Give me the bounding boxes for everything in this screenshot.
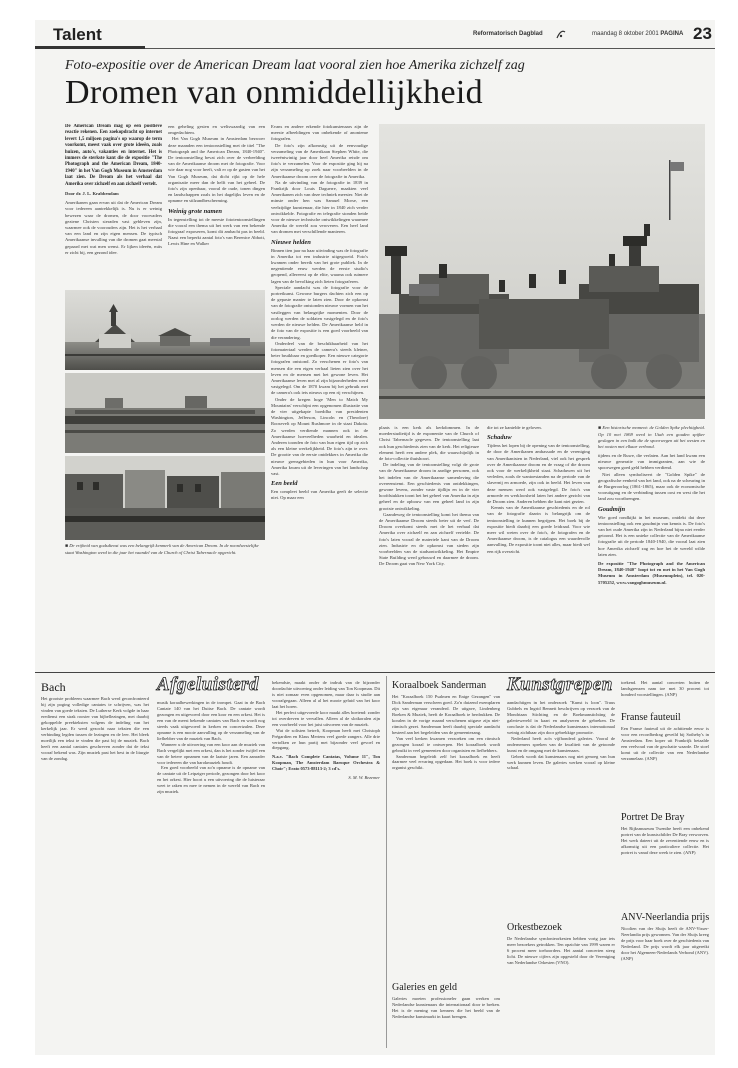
franse-fauteuil-column [621, 726, 709, 806]
article-column-5 [487, 425, 590, 666]
review-signature: S. M. W. Bezemer [348, 775, 380, 781]
koraalboek-text: Van veel kerken kwamen verzoeken om een ritmisch gezongen koraal te ontwerpen. Het koraalboek wordt gebruikt in veel gemeenten door organisten en liefhebbers. [392, 735, 500, 753]
article-headline: Dromen van onmiddellijkheid [65, 74, 483, 111]
article-text: plaats is een kerk als kerkdommen. In de moederstudietijd is de exponentie van de Church of Christ Tabernacle gegeven. De tentoonstelling laat ook hun geschiedenis zien van de kerk. Het religieuze element heeft een andere plek, die waarschijnlijk in de foto-collectie thuishoort. [379, 425, 479, 462]
page-label: PAGINA [660, 31, 684, 37]
article-byline: Door dr. J. L. Krabbendam [65, 191, 119, 197]
page-header [35, 20, 715, 49]
article-column-6 [598, 425, 705, 666]
section-title: Talent [53, 25, 102, 44]
subheading: Schaduw [487, 434, 512, 442]
bach-text: Het grootste probleem waarmee Bach werd geconfronteerd bij zijn poging volledige cantates te schrijven, was het vinden van goede teksten. De Lutherse Kerk volgde in haar eredienst een strak rooster van bijbellezingen, met daarbij gekoppelde preekteksten volgens de indeling van het kerkelijk jaar. Er werd gezocht naar teksten die een verbinding legden tussen de lezingen en de leer. Het bleek moeilijk een tekst te vinden die past bij de muziek. Bach heeft een aantal cantates geschreven zonder dat de tekst vooraf bekend was. Zijn muziek past het best in de liturgie van de zondag. [41, 696, 149, 761]
afgeluisterd-text: Wanneer u de uitvoering van een koor aan de muziek van Bach vergelijkt met een orkest, dan is het zonder twijfel een van de betere opnamen van de laatste jaren. Een aanrader voor iedereen die van barokmuziek houdt. [157, 741, 265, 765]
galeries-heading: Galeries en geld [392, 982, 457, 993]
article-text: tijdens en de Ruwe, die verlaten. Aan het land kwam een nieuwe generatie van immigranten, aan wie de spoorwegen goed geld hebben verdiend. [598, 453, 705, 471]
portret-heading: Portret De Bray [621, 812, 685, 823]
afgeluisterd-heading: Afgeluisterd [157, 674, 260, 695]
subheading: Goudmijn [598, 505, 626, 513]
article-column-4 [379, 425, 479, 666]
kunstgrepen-text: Gebrek wordt dat kunstenaars nog niet genoeg van hun werk kunnen leven. De galeries werken vooral op kleine schaal. [507, 753, 615, 771]
bach-column [41, 696, 149, 1048]
afgeluisterd-text: musik koraalbewerkingen in de trompet. Gaat in de Bach Cantate 140 van het Duitse Bach. De cantate wordt gezongen en uitgevoerd door een koor en een orkest. Het is een van de meest bekende cantates van Bach en wordt nog steeds vaak uitgevoerd in kerken en concertzalen. Deze opname is een mooie aanvulling op de verzameling van de liefhebber van de muziek van Bach. [157, 700, 265, 741]
article-text: Binnen tien jaar na haar uitvinding was de fotografie in Amerika tot een industrie uitgegroeid. Foto's kwamen onder bereik van het grote publiek. In de negentiende eeuw werden de eerste studio's geopend, allereerst op de elite, waarna ook ruimere lagen van de bevolking zich lieten fotograferen. [271, 247, 368, 284]
franse-fauteuil-text: Een Franse fauteuil uit de achttiende eeuw is voor een recordbedrag geveild bij Sotheby's in Amsterdam. Een koper uit Frankrijk betaalde een veelvoud van de geschatte waarde. De stoel komt uit de collectie van een Nederlandse verzamelaar. (ANP) [621, 726, 709, 761]
anv-text: Nicolien van der Sluijs heeft de ANV-Visser-Neerlandia prijs gewonnen. Van der Sluijs kreeg de prijs voor haar boek over de geschiedenis van Nederland. De prijs wordt elk jaar uitgereikt door het Algemeen-Nederlands Verbond (ANV). (ANP) [621, 926, 709, 961]
review-text: bekendste, maakt onder de indruk van de bijzonder doordachte uitvoering onder leiding van Ton Koopman. Dit is niet zomaar even opgenomen, maar daar is studie aan voorafgegaan. Alleen al al het mooie geluid van het koor laat het horen. [272, 680, 380, 709]
news-continuation [621, 680, 709, 710]
article-lead: De American Dream mag op een positieve reactie rekenen. Een zoekopdracht op internet levert 1,5 miljoen pagina's op waarop de term voorkomt, meest vaak over grote ideeën, zoals huizen, auto's, vakanties en internet. Het is immers de sterkste kant die de expositie "The Photograph and the American Dream, 1840-1940" in het Van Gogh Museum in Amsterdam laat zien. De Dream als het verhaal dat Amerika over zichzelf en aan zichzelf vertelt. [65, 124, 162, 187]
orkestbezoek-text: De Nederlandse symfonieorkesten hebben vorig jaar iets meer bezoekers getrokken. Ten opzichte van 1999 waren er 6 procent meer toehoorders. Het aantal concerten steeg licht. De nieuwe cijfers zijn opgesteld door de Vereniging van Nederlandse Orkesten (VNO). [507, 936, 615, 965]
article-text: Het Van Gogh Museum in Amsterdam bezwoer deze maanden een tentoonstelling met de titel "The Photograph and the American Dream, 1840-1940". De tentoonstelling bevat zich over de verbeelding van de Amerikaanse droom met de fotografie. Voor wie daar nog voor heeft, valt er op de gasten van het Van Gogh Museum, dat dicht rijkt op de hele organisatie meer dan de helft van het geheel. De foto's zijn openbaar, vooral de oude, tonen dingen en landschappen zoals in het dagelijks leven en de opname en stilzandbescherming. [168, 136, 265, 204]
kunstgrepen-heading: Kunstgrepen [507, 674, 613, 695]
subheading: Nieuwe helden [271, 238, 311, 246]
koraalboek-column [392, 694, 500, 942]
orkestbezoek-column [507, 936, 615, 1048]
article-column-1 [65, 124, 162, 288]
golden-spike-photo [379, 124, 705, 419]
photo-town-street [65, 456, 265, 540]
article-text: Wie goed rondkijkt in het museum, ontdekt dat deze tentoonstelling ook een goudmijn van kennis is. De foto's van het oude Amerika zijn in Nederland bijna niet eerder getoond. Het is een unieke collectie van de Amerikaanse fotografie uit de periode 1840-1940, die vooral laat zien hoe Amerika zichzelf zag en hoe het de wereld wilde laten zien. [598, 514, 705, 557]
caption-text: Een historische moment: de Golden Spike plechtigheid. Op 10 mei 1869 werd in Utah een gouden spijker geslagen in een balk die de spoorwegen uit het westen en het oosten met elkaar verbond. [598, 425, 705, 449]
franse-fauteuil-heading: Franse fauteuil [621, 712, 681, 723]
afgeluisterd-column [157, 700, 265, 1048]
review-text: Het perfect uitgevoerde koor maakt alles boeiend: zonder tot overdreven te vervallen. Alleen al de slotkoralen zijn een voorbeeld voor het juist uitvoeren van de muziek. [272, 709, 380, 727]
portret-column [621, 826, 709, 906]
article-text: In tegenstelling tot de meeste fototentoonstellingen die vooral een thema uit het werk van een bekende fotograaf exposeren, komt dit ambacht pas in beeld. Naast een beperkt aantal foto's van Berenice Abbott, Lewis Hine en Walker [168, 216, 265, 247]
article-text: Onder de kregen hoge 'Men to Match My Mountains' verschijnt een opgenomen illustratie van de vier uitgekapte boeddha van presidenten Washington, Jefferson, Lincoln en (Theodore) Roosevelt op Mount Rushmore in de staat Dakota. Zo werden verdiende mannen ook in de Amerikaanse hoeveelheden waarheid en idealen. Anderen toonden de foto van hun eigen tijd op zich als een kleine werkelijkheid. De foto's zijn te over. De grootte van de eerste ontdekkers in Amerika die nieuwe grensgebieden in hun voor Amerika, Amerika kwam uit de leveringen van het landschap vast. [271, 396, 368, 476]
paper-name: Reformatorisch Dagblad [473, 31, 543, 37]
article-column-2 [168, 124, 265, 288]
afgeluisterd-text: Een goed voorbeeld van zo'n opname is de opname van de cantate uit de Leipziger periode, gezongen door het koor en het orkest. Hier hoort u een uitvoering die de luisteraar weet te raken en mee te nemen in de wereld van Bach en zijn muziek. [157, 765, 265, 795]
kunstgrepen-text: aandachtigen in het onderzoek "Kunst is loon". Truus Gubbels en Ingrid Bennett beschrijven op verzoek van de Mondriaan Stichting en de Boekmanstichting de galeriewereld in kaart en analyseren de gebreken. De conclusie is dat de Nederlandse kunstenaars internationaal weinig zichtbaar zijn door gebrekkige promotie. [507, 700, 615, 735]
article-text: Amerikanen gaan ervan uit dat de American Dream voor iedereen aantrekkelijk is. Nu is er weinig bewezen waar de dromen, de door voorvaders geziene Christen sieraden vast gebleven zijn, waarmee ook de voorouders zijn. Het is het verhaal van een land en zijn eigen mensen. De typisch Amerikaanse invulling van die dromen gaat meestal gepaard met wat men wenst. Er lijken ideeën, mits er zicht bij, een gezond idee. [65, 200, 162, 255]
anv-column [621, 926, 709, 1048]
photo-crowd-plain [65, 373, 265, 453]
article-text: een geheling gesien en weliswaardig van een omgedachtem. [168, 124, 265, 136]
frontier-photo-collage [65, 290, 265, 540]
kunstgrepen-text: Nederland heeft zo'n vijfhonderd galeries. Vooral de ondernemers spreken van de kwaliteit van de getoonde kunst en de omgang met de kunstenaars. [507, 735, 615, 753]
koraalboek-text: Sanderman begeleidt zelf het koraalboek en heeft daarmee veel ervaring opgedaan. Het boek is voor iedere organist geschikt. [392, 753, 500, 771]
koraalboek-heading: Koraalboek Sanderman [392, 680, 487, 691]
article-text: De foto's zijn afkomstig uit de eenvoudige verzameling van de Amerikaan Stephen White, die tweeëntwintig jaar door heel Amerika reisde om foto's te verzamelen. Voor de expositie ging hij na zijn verzameling op zoek naar voorbeelden in de Amerikaanse droom over de fotografie in Amerika. [271, 142, 368, 179]
article-text: Speciale aandacht was de fotografie voor de portretkunst. Gewone burgers dachten zich een op de gepaste manier te laten zien. Door de opkomst van de fotografie ontstonden nieuwe vormen van het vastleggen van belangrijke momenten. Door de oorlog werden de soldaten vastgelegd en de foto's werden de nieuwe helden. De Amerikaanse held in de foto van de expositie is een goed voorbeeld van die verandering. [271, 284, 368, 340]
issue-date: maandag 8 oktober 2001 [592, 31, 659, 37]
article-column-3 [271, 124, 368, 666]
article-text: De indeling van de tentoonstelling volgt de grote van de Amerikaanse droom in aardige personen, ook het indelen van de Amerikaanse samenleving die overeenstemt. Een geschiedenis van ontdekkingen, gewone levens, zonder vaste tijdlijn en in de vier hoofdstukken toont het het geheel van Amerika in zijn geheel en de opbouw van een geheel land in zijn grootste ontwikkeling. [379, 462, 479, 511]
cd-credit: N.a.v. "Bach Complete Cantatas, Volume 11", Ton Koopman, The Amsterdam Baroque Orchestra & Choir"; Erato 0573-88113-2; 3 cd's. [272, 754, 380, 772]
exhibition-info: De expositie "The Photograph and the American Dream, 1840-1940" loopt tot en met in het Van Gogh Museum in Amsterdam (Museumplein), tel. 020-5705252, www.vangoghmuseum.nl. [598, 561, 705, 585]
date-line [592, 31, 683, 37]
article-text: Niet alleen symboliseert de "Golden Spike" de geografische eenheid van het land, ook na de scheuring in de Burgeroorlog (1861-1865), maar ook de economische vooruitgang en de verbinding tussen oost en west die het land zou voortbrengen. [598, 471, 705, 502]
caption-bullet-icon: ■ [65, 544, 69, 549]
galeries-text: Galeries moeten professioneler gaan werken om Nederlandse kunstenaars die internationaal door te breken. Het is de mening van kenners die het beeld van de Nederlandse kunstmarkt in kaart brengen. [392, 996, 500, 1019]
subheading: Weinig grote namen [168, 207, 223, 215]
column-divider [386, 676, 387, 1048]
article-text: Evans en andere erkende fotokunstenaars zijn de meeste afbeeldingen van onbekende of anonieme fotografen. [271, 124, 368, 142]
article-text: die tot ze kantelde te geloven. [487, 425, 542, 430]
article-text: Tijdens het lopen bij de opening van de tentoonstelling, de door de Amerikanen ambassade en de vereniging van Amerikanisten in Nederland, viel ook het gesprek over de Amerikaanse droom en de vraag of die droom ook voor de werkelijkheid staat. Schaduwen uit het verleden, zoals de wantoestanden na de periode van de slavernij en armoede, zijn ook in beeld. Het leven van deze mensen werd ook vastgelegd. De foto's van armoede en werkloosheid laten het andere gezicht van de Droom zien. Anderen hebben die kant niet gezien. [487, 443, 590, 505]
portret-text: Het Rijksmuseum Twenthe heeft een onbekend portret van de kunstschilder De Bray verworven. Het werk dateert uit de zeventiende eeuw en is afkomstig uit een particuliere collectie. Het portret is vanaf deze week te zien. (ANP) [621, 826, 709, 855]
article-text: Een compleet beeld van Amerika geeft de selectie niet. Op maar een [271, 489, 368, 501]
article-text: Kennis van de Amerikaanse geschiedenis en de rol van de fotografie daarin is belangrijk om de tentoonstelling te kunnen begrijpen. Het boek bij de expositie biedt daarbij een goede leidraad. Voor wie meer wil weten over de foto's, de fotografen en de Amerikaanse droom, is de catalogus een waardevolle aanvulling. De expositie toont niet alles, maar biedt wel een rijk overzicht. [487, 505, 590, 554]
paper-logo-icon [555, 28, 567, 40]
article-text: Gaandeweg de tentoonstelling komt het thema van de Amerikaanse Droom steeds beter uit de verf. De Droom overkomt steeds met de het verhaal dat Amerika over zichzelf en aan zichzelf vertelde. De foto's laten vooral de materiele kant van de Droom zien. Industrie en de opkomst van steden zijn voorbeelden van de stadsontwikkeling. Het Empire State Building werd gebouwd en daarmee de droom. De Droom gaat van New York City. [379, 511, 479, 567]
review-text: Wat de solisten betreft, Koopman heeft met Christoph Prégardien en Klaus Mertens veel goede zangers. Alle drie vertolken ze hun partij met bijzonder veel gevoel en diepgang. [272, 727, 380, 751]
photo-church-town [65, 290, 265, 370]
photo-caption-left [65, 543, 265, 556]
photo-caption-right [598, 425, 705, 450]
article-kicker: Foto-expositie over de American Dream laat vooral zien hoe Amerika zichzelf zag [65, 58, 525, 73]
caption-text: De vrijheid van godsdienst was een belangrijk kenmerk van de American Dream. In de noordwestelijke staat Washington werd in die jaar het vaandel van de Church of Christ Tabernacle opgericht. [65, 543, 259, 555]
page-number: 23 [693, 24, 712, 43]
subheading: Een beeld [271, 480, 298, 488]
article-text: Onderdeel van de beschikbaarheid van het fotomateriaal werden de camera's steeds kleiner, beter bruikbaar en goedkoper. Een nieuwe categorie fotografen ontstond. Zo verschenen er foto's van mensen die een eigen verhaal lieten zien over het leven en de mensen met het gewone leven. Het Amerikaanse leven met al zijn bijzonderheden werd vastgelegd. Om de 1870 kwam bij het gebruik met de camera's ook iets nieuws op een rij verschijnen. [271, 340, 368, 396]
section-underline [35, 46, 145, 49]
anv-heading: ANV-Neerlandia prijs [621, 912, 710, 923]
koraalboek-text: Het "Koraalboek 150 Psalmen en Enige Gezangen" van Dick Sanderman verscheen goed. Zo'n duizend exemplaren zijn van eigenaar veranderd. De uitgave, Lindenberg Boeken & Muziek, heeft de Koraalboek te herdrukken. De koralen in de vorige maand verschenen uitgave zijn niet-ritmisch gezet. Sanderman heeft daarbij speciale aandacht besteed aan het begeleiden van de gemeentezang. [392, 694, 500, 735]
kunstgrepen-column [507, 700, 615, 912]
newspaper-page [35, 20, 715, 1055]
galeries-column [392, 996, 500, 1048]
news-text: toekend. Het aantal concerten buiten de landsgrenzen nam toe met 30 procent tot honderd voorstellingen. (ANP) [621, 680, 709, 697]
section-divider [35, 672, 715, 673]
caption-bullet-icon: ■ [598, 426, 602, 431]
review-continuation-column [272, 680, 380, 1048]
bach-heading: Bach [41, 680, 66, 694]
article-text: Na de uitvinding van de fotografie in 1839 in Frankrijk door Louis Daguerre, maakten veel Amerikanen zich van deze techniek meester. Niet de minste onder hen was Samuel Morse, een veelzijdige kunstenaar, die hier in 1840 zich verder ontwikkelde. Fotografie en telegrafie stonden beide voor de nieuwe technische ontwikkelingen waarmee Amerika de wereld zou veroveren. Een heel land van dromen met verschillende manieren. [271, 179, 368, 235]
orkestbezoek-heading: Orkestbezoek [507, 922, 562, 933]
